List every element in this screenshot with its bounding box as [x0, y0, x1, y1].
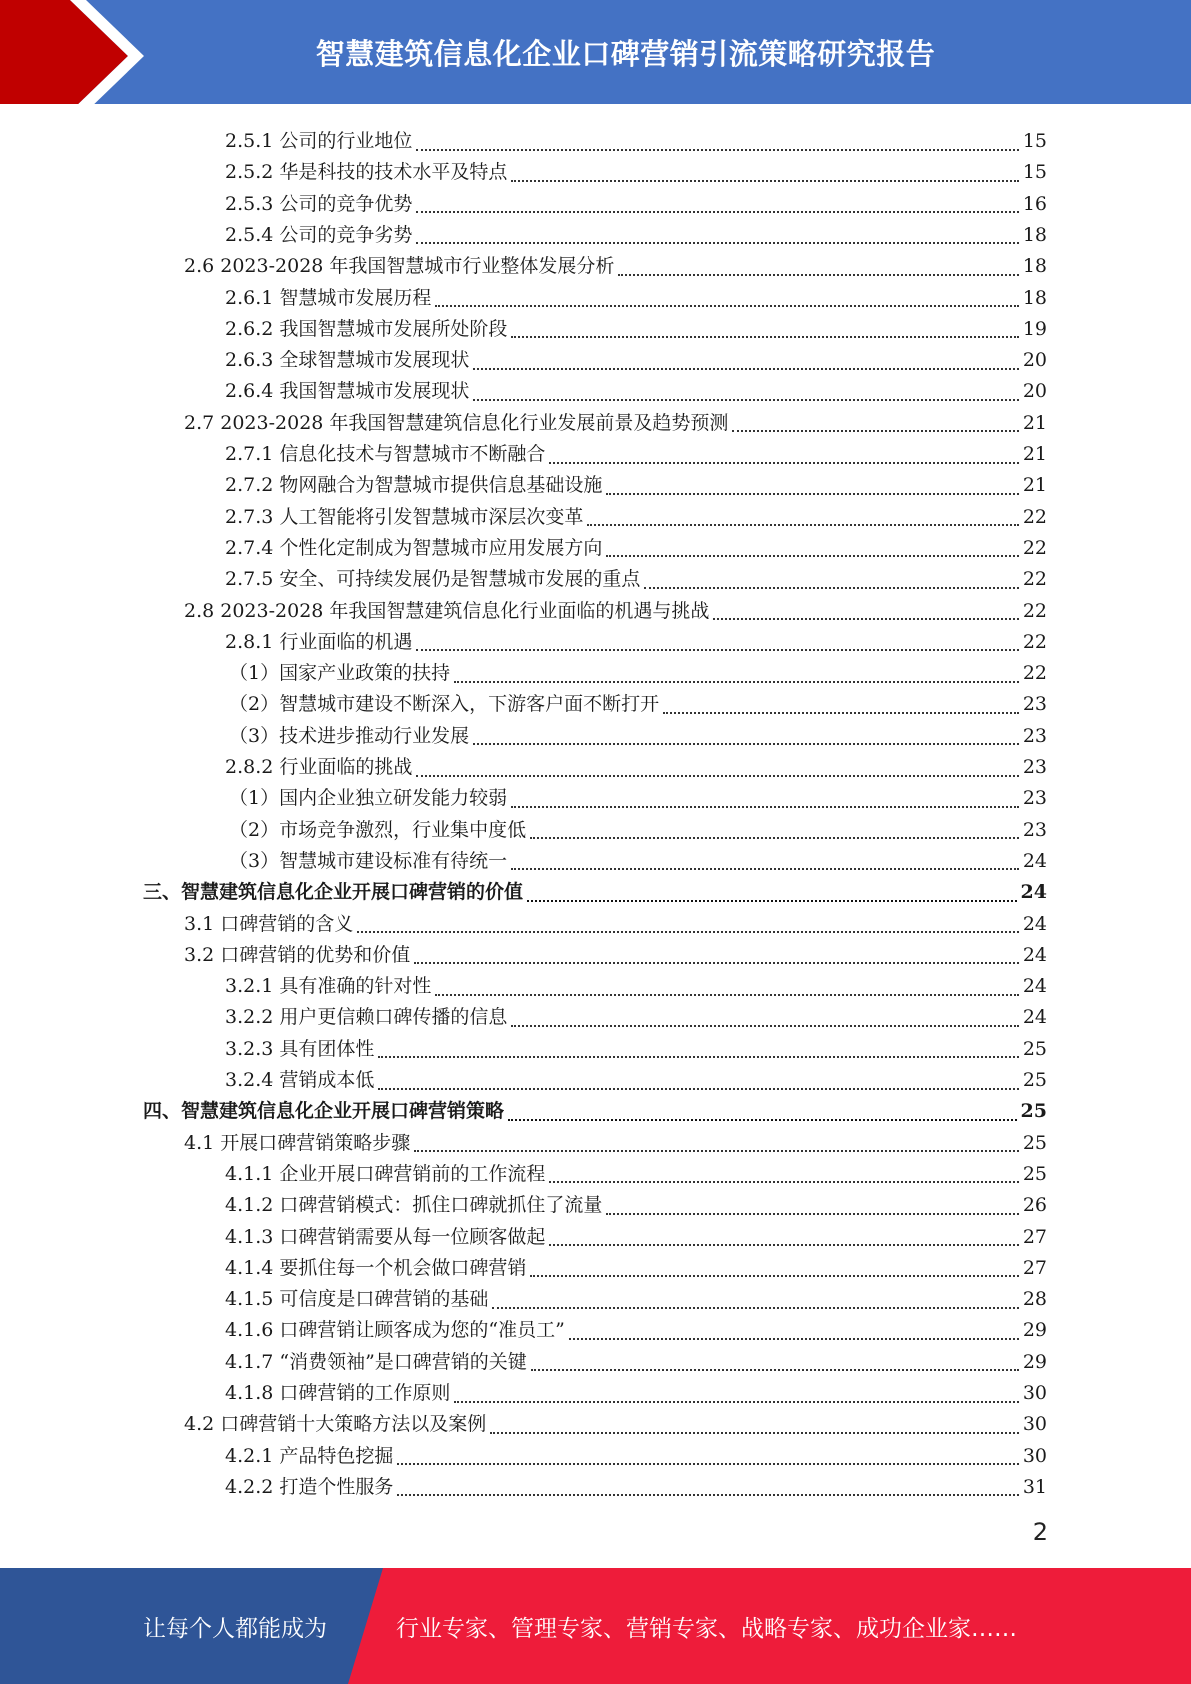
- toc-entry-label: 4.1.6 口碑营销让顾客成为您的“准员工”: [225, 1319, 565, 1342]
- toc-entry-page: 26: [1022, 1194, 1047, 1217]
- toc-entry-page: 18: [1022, 286, 1047, 309]
- toc-entry-label: （2）市场竞争激烈，行业集中度低: [229, 818, 527, 841]
- page-header: [0, 0, 1191, 112]
- toc-entry-page: 18: [1022, 255, 1047, 278]
- toc-entry-label: 2.5.2 华是科技的技术水平及特点: [225, 161, 508, 184]
- toc-dot-leader: [618, 254, 1018, 276]
- toc-entry-label: 2.8.1 行业面临的机遇: [225, 630, 413, 653]
- toc-entry-label: 2.6.4 我国智慧城市发展现状: [225, 380, 470, 403]
- footer-slogan-right: 行业专家、管理专家、营销专家、战略专家、成功企业家……: [396, 1615, 1017, 1642]
- toc-entry-page: 19: [1022, 317, 1047, 340]
- toc-entry-page: 24: [1022, 849, 1047, 872]
- page-footer: [0, 1568, 1191, 1684]
- toc-entry[interactable]: [225, 1159, 1047, 1190]
- toc-entry-label: 4.2.2 打造个性服务: [225, 1475, 394, 1498]
- toc-entry[interactable]: [225, 1065, 1047, 1096]
- toc-dot-leader: [435, 285, 1018, 307]
- toc-entry-label: 2.7.5 安全、可持续发展仍是智慧城市发展的重点: [225, 568, 641, 591]
- toc-entry-page: 22: [1022, 662, 1047, 685]
- toc-dot-leader: [549, 1161, 1018, 1183]
- toc-entry-page: 25: [1022, 1131, 1047, 1154]
- toc-entry[interactable]: [229, 721, 1047, 752]
- toc-entry-label: 2.6.3 全球智慧城市发展现状: [225, 349, 470, 372]
- toc-entry-label: 4.2 口碑营销十大策略方法以及案例: [184, 1413, 487, 1436]
- toc-entry-label: 三、智慧建筑信息化企业开展口碑营销的价值: [143, 881, 524, 904]
- toc-dot-leader: [511, 1005, 1018, 1027]
- toc-entry-label: 2.7.3 人工智能将引发智慧城市深层次变革: [225, 505, 584, 528]
- toc-entry[interactable]: [229, 783, 1047, 814]
- toc-dot-leader: [569, 1318, 1019, 1340]
- toc-dot-leader: [549, 1224, 1018, 1246]
- toc-entry-page: 25: [1020, 1100, 1047, 1123]
- toc-entry-page: 28: [1022, 1288, 1047, 1311]
- toc-entry-page: 16: [1022, 192, 1047, 215]
- toc-entry[interactable]: [225, 1315, 1047, 1346]
- toc-entry-page: 21: [1022, 411, 1047, 434]
- toc-entry-page: 30: [1022, 1413, 1047, 1436]
- toc-entry-label: 3.2 口碑营销的优势和价值: [184, 943, 411, 966]
- toc-entry[interactable]: [143, 877, 1047, 908]
- toc-dot-leader: [378, 1036, 1018, 1058]
- toc-entry-label: 2.5.4 公司的竞争劣势: [225, 223, 413, 246]
- toc-entry-label: 2.7 2023-2028 年我国智慧建筑信息化行业发展前景及趋势预测: [184, 411, 729, 434]
- footer-slogan-left: 让每个人都能成为: [143, 1615, 327, 1642]
- toc-entry[interactable]: [225, 1253, 1047, 1284]
- toc-entry-label: 4.1.8 口碑营销的工作原则: [225, 1382, 451, 1404]
- toc-entry-page: 21: [1022, 474, 1047, 497]
- toc-entry-label: 3.2.2 用户更信赖口碑传播的信息: [225, 1006, 508, 1029]
- toc-dot-leader: [549, 442, 1018, 464]
- toc-entry[interactable]: [225, 752, 1047, 783]
- toc-entry-page: 15: [1022, 130, 1047, 152]
- toc-dot-leader: [473, 379, 1018, 401]
- toc-dot-leader: [435, 974, 1018, 996]
- toc-entry[interactable]: [225, 1190, 1047, 1221]
- toc-entry[interactable]: [225, 220, 1047, 251]
- toc-dot-leader: [644, 567, 1018, 589]
- toc-entry[interactable]: [225, 1378, 1047, 1409]
- toc-entry-page: 21: [1022, 443, 1047, 465]
- toc-dot-leader: [511, 786, 1019, 808]
- toc-dot-leader: [357, 911, 1019, 933]
- toc-entry[interactable]: [225, 1472, 1047, 1503]
- toc-entry-page: 24: [1022, 912, 1047, 935]
- toc-entry[interactable]: [225, 1222, 1047, 1253]
- toc-entry-page: 24: [1022, 975, 1047, 998]
- toc-dot-leader: [663, 692, 1019, 714]
- toc-dot-leader: [473, 723, 1019, 745]
- toc-entry[interactable]: [143, 1096, 1047, 1127]
- toc-entry-label: 4.1.3 口碑营销需要从每一位顾客做起: [225, 1225, 546, 1248]
- header-arrow-decoration: [0, 0, 170, 112]
- toc-entry-label: 2.7.1 信息化技术与智慧城市不断融合: [225, 443, 546, 465]
- toc-dot-leader: [508, 1099, 1017, 1121]
- toc-entry-page: 22: [1022, 536, 1047, 559]
- toc-entry[interactable]: [225, 283, 1047, 314]
- toc-entry-page: 25: [1022, 1037, 1047, 1060]
- toc-dot-leader: [416, 222, 1018, 244]
- toc-dot-leader: [531, 1349, 1019, 1371]
- toc-entry-page: 29: [1022, 1350, 1047, 1373]
- toc-dot-leader: [397, 1443, 1018, 1465]
- toc-entry-label: 2.7.4 个性化定制成为智慧城市应用发展方向: [225, 536, 603, 559]
- toc-dot-leader: [713, 598, 1018, 620]
- toc-entry-label: 4.2.1 产品特色挖掘: [225, 1444, 394, 1467]
- toc-entry[interactable]: [225, 1034, 1047, 1065]
- toc-entry-label: 4.1.7 “消费领袖”是口碑营销的关键: [225, 1350, 527, 1373]
- toc-entry[interactable]: [184, 596, 1047, 627]
- toc-entry-page: 22: [1022, 568, 1047, 591]
- toc-entry-page: 23: [1022, 724, 1047, 747]
- toc-dot-leader: [473, 348, 1018, 370]
- toc-entry-label: 4.1.1 企业开展口碑营销前的工作流程: [225, 1162, 546, 1185]
- toc-dot-leader: [414, 1130, 1019, 1152]
- toc-entry[interactable]: [184, 251, 1047, 282]
- page-number: 2: [1032, 1518, 1048, 1546]
- toc-dot-leader: [606, 473, 1018, 495]
- toc-entry[interactable]: [225, 157, 1047, 188]
- toc-entry-page: 18: [1022, 223, 1047, 246]
- toc-entry-page: 25: [1022, 1162, 1047, 1185]
- toc-entry-page: 23: [1022, 818, 1047, 841]
- toc-dot-leader: [732, 410, 1018, 432]
- toc-entry-page: 23: [1022, 756, 1047, 778]
- toc-entry-page: 29: [1022, 1319, 1047, 1342]
- toc-entry[interactable]: [225, 1441, 1047, 1472]
- toc-entry-page: 20: [1022, 380, 1047, 403]
- toc-dot-leader: [378, 1068, 1018, 1090]
- toc-entry-label: 4.1.2 口碑营销模式：抓住口碑就抓住了流量: [225, 1194, 603, 1217]
- toc-entry-label: （1）国家产业政策的扶持: [229, 662, 451, 685]
- toc-entry[interactable]: [225, 971, 1047, 1002]
- toc-entry-page: 30: [1022, 1382, 1047, 1404]
- toc-entry-page: 23: [1022, 787, 1047, 810]
- toc-dot-leader: [606, 1193, 1018, 1215]
- toc-entry[interactable]: [225, 189, 1047, 220]
- toc-entry[interactable]: [184, 1409, 1047, 1440]
- toc-entry[interactable]: [229, 846, 1047, 877]
- header-divider: [0, 104, 1191, 112]
- toc-entry-label: 2.8.2 行业面临的挑战: [225, 756, 413, 778]
- toc-entry-label: 2.7.2 物网融合为智慧城市提供信息基础设施: [225, 474, 603, 497]
- toc-entry-page: 24: [1020, 881, 1047, 904]
- toc-entry-label: 2.6.1 智慧城市发展历程: [225, 286, 432, 309]
- toc-entry-label: 四、智慧建筑信息化企业开展口碑营销策略: [143, 1100, 505, 1123]
- toc-entry[interactable]: [225, 126, 1047, 157]
- toc-entry-label: （2）智慧城市建设不断深入，下游客户面不断打开: [229, 693, 660, 716]
- toc-dot-leader: [397, 1474, 1018, 1496]
- toc-dot-leader: [587, 504, 1018, 526]
- toc-entry[interactable]: [225, 533, 1047, 564]
- toc-dot-leader: [416, 629, 1018, 651]
- toc-entry-page: 24: [1022, 943, 1047, 966]
- toc-entry[interactable]: [225, 1284, 1047, 1315]
- toc-entry[interactable]: [225, 439, 1047, 470]
- toc-entry-page: 27: [1022, 1225, 1047, 1248]
- toc-dot-leader: [492, 1287, 1018, 1309]
- toc-entry-page: 22: [1022, 630, 1047, 653]
- toc-entry[interactable]: [225, 345, 1047, 376]
- toc-entry[interactable]: [225, 502, 1047, 533]
- toc-entry-label: 2.6 2023-2028 年我国智慧城市行业整体发展分析: [184, 255, 615, 278]
- toc-entry[interactable]: [225, 1347, 1047, 1378]
- toc-entry[interactable]: [229, 815, 1047, 846]
- toc-entry[interactable]: [225, 314, 1047, 345]
- toc-entry-label: （1）国内企业独立研发能力较弱: [229, 787, 508, 810]
- toc-entry[interactable]: [184, 909, 1047, 940]
- toc-entry-label: 3.1 口碑营销的含义: [184, 912, 354, 935]
- toc-entry-label: 2.6.2 我国智慧城市发展所处阶段: [225, 317, 508, 340]
- toc-entry[interactable]: [229, 689, 1047, 720]
- toc-entry[interactable]: [184, 1128, 1047, 1159]
- toc-entry[interactable]: [184, 940, 1047, 971]
- toc-entry[interactable]: [229, 658, 1047, 689]
- toc-entry-label: 3.2.3 具有团体性: [225, 1037, 375, 1060]
- report-title: 智慧建筑信息化企业口碑营销引流策略研究报告: [315, 36, 936, 71]
- toc-entry[interactable]: [225, 1002, 1047, 1033]
- toc-dot-leader: [454, 661, 1019, 683]
- toc-entry-label: 4.1 开展口碑营销策略步骤: [184, 1131, 411, 1154]
- toc-entry-label: 4.1.5 可信度是口碑营销的基础: [225, 1288, 489, 1311]
- toc-entry-label: 3.2.1 具有准确的针对性: [225, 975, 432, 998]
- toc-entry-page: 27: [1022, 1256, 1047, 1279]
- toc-entry-page: 20: [1022, 349, 1047, 372]
- toc-dot-leader: [511, 160, 1018, 182]
- toc-entry-page: 30: [1022, 1444, 1047, 1467]
- toc-entry[interactable]: [225, 376, 1047, 407]
- toc-dot-leader: [490, 1412, 1019, 1434]
- toc-entry-page: 22: [1022, 599, 1047, 622]
- toc-entry[interactable]: [225, 564, 1047, 595]
- toc-entry-label: （3）技术进步推动行业发展: [229, 724, 470, 747]
- toc-entry-page: 25: [1022, 1069, 1047, 1091]
- toc-entry-page: 24: [1022, 1006, 1047, 1029]
- toc-entry[interactable]: [225, 470, 1047, 501]
- toc-entry[interactable]: [225, 627, 1047, 658]
- toc-entry-label: （3）智慧城市建设标准有待统一: [229, 849, 508, 872]
- toc-entry-page: 23: [1022, 693, 1047, 716]
- toc-dot-leader: [416, 129, 1018, 151]
- toc-dot-leader: [511, 848, 1019, 870]
- toc-dot-leader: [530, 817, 1019, 839]
- toc-entry-label: 2.5.3 公司的竞争优势: [225, 192, 413, 215]
- toc-dot-leader: [511, 316, 1018, 338]
- toc-entry-page: 22: [1022, 505, 1047, 528]
- toc-entry[interactable]: [184, 408, 1047, 439]
- toc-entry-label: 2.8 2023-2028 年我国智慧建筑信息化行业面临的机遇与挑战: [184, 599, 710, 622]
- toc-dot-leader: [527, 880, 1017, 902]
- toc-entry-page: 15: [1022, 161, 1047, 184]
- toc-entry-page: 31: [1022, 1475, 1047, 1498]
- toc-dot-leader: [414, 942, 1019, 964]
- toc-dot-leader: [454, 1381, 1018, 1403]
- toc-dot-leader: [606, 535, 1018, 557]
- toc-entry-label: 2.5.1 公司的行业地位: [225, 130, 413, 152]
- toc-entry-label: 4.1.4 要抓住每一个机会做口碑营销: [225, 1256, 527, 1279]
- toc-entry-label: 3.2.4 营销成本低: [225, 1069, 375, 1091]
- toc-dot-leader: [416, 755, 1018, 777]
- toc-dot-leader: [530, 1255, 1018, 1277]
- toc-dot-leader: [416, 191, 1018, 213]
